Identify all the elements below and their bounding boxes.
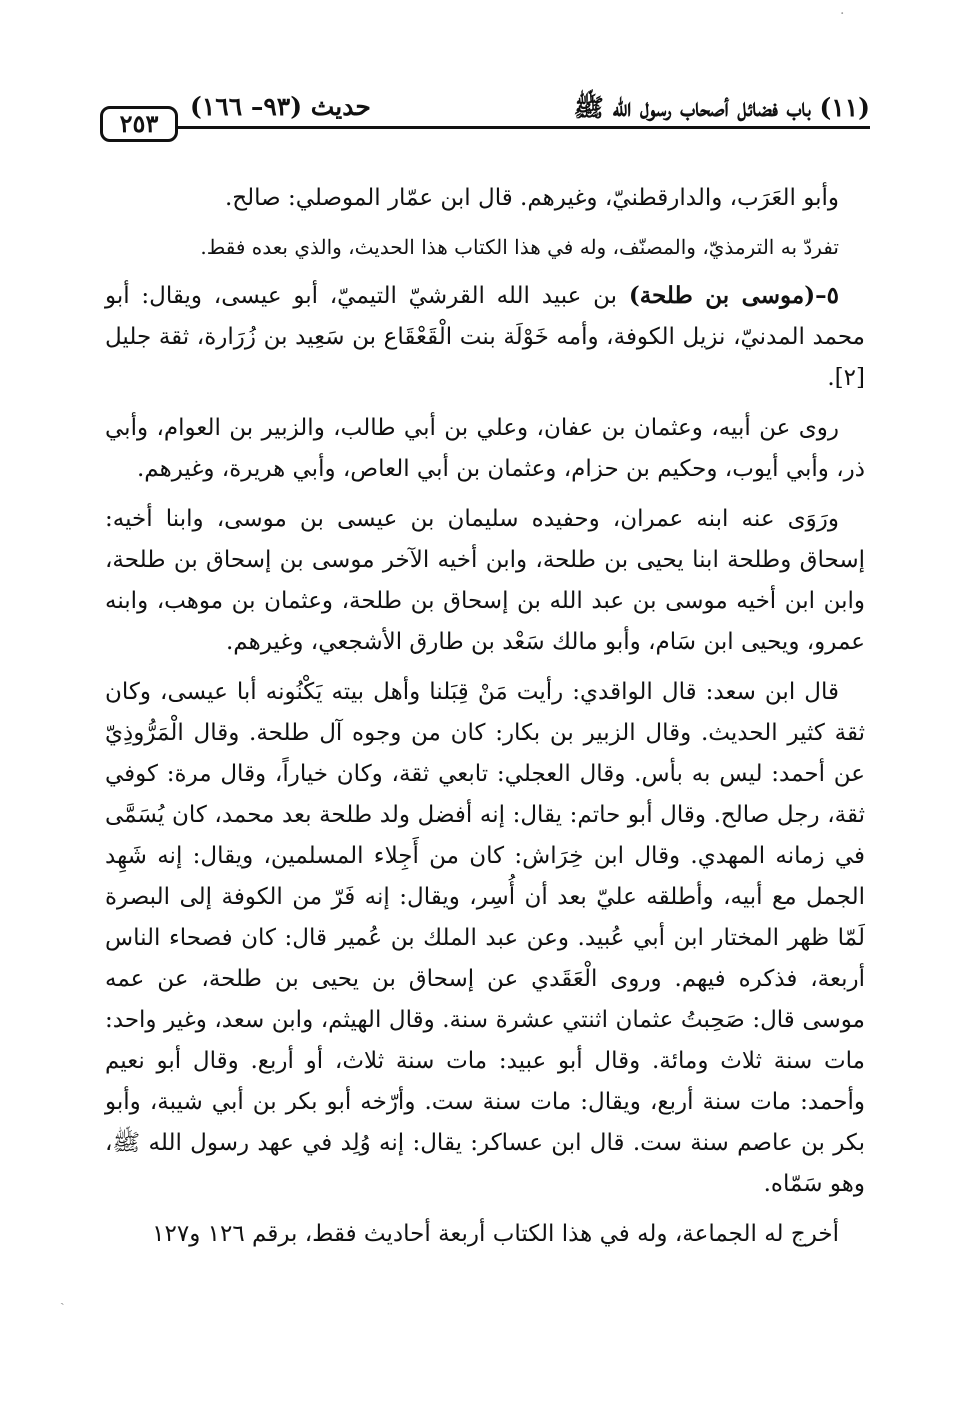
- page-header: [100, 88, 870, 138]
- paragraph-intro: وأبو العَرَب، والدارقطنيّ، وغيرهم. قال ابن عمّار الموصلي: صالح.: [224, 185, 839, 211]
- page-body: [105, 178, 865, 1264]
- chapter-title: (١١) باب فضائل أصحاب رسول الله ﷺ: [573, 93, 870, 122]
- paragraph-evaluations: قال ابن سعد: قال الواقدي: رأيت مَنْ قِبَلنا وأهل بيته يَكْنُونه أبا عيسى، وكان ثقة كثير الحديث. وقال الزبير بن بكار: كان من وجوه آل طلحة. وقال الْمَرُّوذِيّ عن أحمد: ليس به بأس. وقال العجلي: تابعي ثقة، وكان خياراً، وقال مرة: كوفي ثقة، رجل صالح. وقال أبو حاتم: يقال: إنه أفضل ولد طلحة بعد محمد، كان يُسَمَّى في زمانه المهدي. وقال ابن خِرَاش: كان من أَجِلاء المسلمين، ويقال: إنه شَهِد الجمل مع أبيه، وأطلقه عليّ بعد أن أُسِر، ويقال: إنه فَرّ من الكوفة إلى البصرة لَمّا ظهر المختار ابن أبي عُبيد. وعن عبد الملك بن عُمير قال: كان فصحاء الناس أربعة، فذكره فيهم. وروى الْعَقَدي عن إسحاق بن يحيى بن طلحة، عن عمه موسى قال: صَحِبتُ عثمان اثنتي عشرة سنة. وقال الهيثم، وابن سعد، وغير واحد: مات سنة ثلاث ومائة. وقال أبو عبيد: مات سنة ثلاث، أو أربع. وقال أبو نعيم وأحمد: مات سنة أربع، ويقال: مات سنة ست. وأرّخه أبو بكر بن أبي شيبة، وأبو بكر بن عاصم سنة ست. قال ابن عساكر: يقال: إنه وُلِد في عهد رسول الله ﷺ، وهو سَمّاه.: [105, 679, 865, 1197]
- paragraph-narrator-entry: [105, 275, 865, 399]
- paragraph-note: تفردّ به الترمذيّ، والمصنّف، وله في هذا الكتاب هذا الحديث، والذي بعده فقط.: [200, 235, 839, 259]
- margin-mark: ˎ: [60, 1290, 65, 1306]
- scan-mark: ·: [840, 6, 845, 22]
- header-divider: [176, 126, 870, 129]
- paragraph-reference: أخرج له الجماعة، وله في هذا الكتاب أربعة أحاديث فقط، برقم ١٢٦ و١٢٧: [152, 1221, 839, 1247]
- page-number: ٢٥٣: [100, 106, 178, 142]
- narrator-name: ٥–(موسى بن طلحة): [628, 282, 839, 309]
- hadith-range: حديث (٩٣– ١٦٦): [190, 92, 371, 121]
- paragraph-narrated-from: روى عن أبيه، وعثمان بن عفان، وعلي بن أبي طالب، والزبير بن العوام، وأبي ذر، وأبي أيوب، وحكيم بن حزام، وعثمان بن أبي العاص، وأبي هريرة، وغيرهم.: [105, 415, 865, 482]
- paragraph-narrated-by: ورَوَى عنه ابنه عمران، وحفيده سليمان بن عيسى بن موسى، وابنا أخيه: إسحاق وطلحة ابنا يحيى بن طلحة، وابن أخيه الآخر موسى بن إسحاق بن طلحة، وابن ابن أخيه موسى بن عبد الله بن إسحاق بن طلحة، وعثمان بن موهب، وابنه عمرو، ويحيى ابن سَام، وأبو مالك سَعْد بن طارق الأشجعي، وغيرهم.: [105, 506, 865, 655]
- narrator-details: بن عبيد الله القرشيّ التيميّ، أبو عيسى، ويقال: أبو محمد المدنيّ، نزيل الكوفة، وأمه خَوْلَة بنت الْقَعْقَاع بن سَعِيد بن زُرَارة، ثقة جليل [٢].: [105, 283, 865, 391]
